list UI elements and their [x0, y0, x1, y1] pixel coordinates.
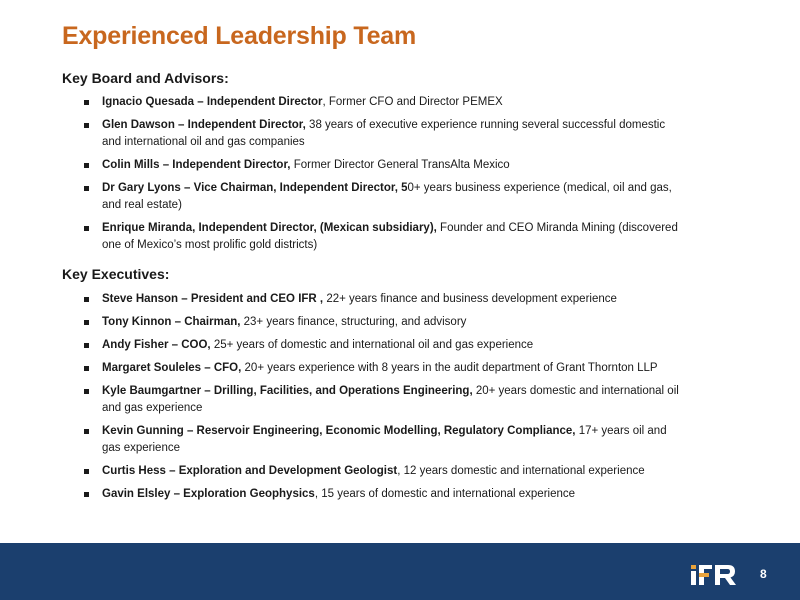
bullet-icon [84, 343, 89, 348]
bullet-icon [84, 123, 89, 128]
board-item-quesada [62, 94, 682, 111]
executive-item-hanson [62, 291, 682, 308]
board-item-detail: Founder and CEO Miranda Mining (discovered one of Mexico’s most prolific gold districts) [102, 222, 678, 251]
board-item-detail: Former Director General TransAlta Mexico [290, 159, 510, 171]
executive-item-name: Tony Kinnon – Chairman, [102, 316, 241, 328]
executive-item-name: Kyle Baumgartner – Drilling, Facilities, and Operations Engineering, [102, 385, 473, 397]
logo-r-letter [715, 565, 736, 585]
executive-item-name: Curtis Hess – Exploration and Development Geologist [102, 465, 398, 477]
board-item-dawson [62, 117, 682, 151]
board-item-miranda [62, 220, 682, 254]
logo-f-mid [699, 573, 709, 577]
board-item-name: Ignacio Quesada – Independent Director [102, 96, 323, 108]
executive-item-kinnon [62, 314, 682, 331]
logo-i-dot [691, 565, 696, 569]
bullet-icon [84, 226, 89, 231]
executive-item-name: Margaret Souleles – CFO, [102, 362, 242, 374]
ifr-logo-icon [690, 564, 738, 586]
executive-item-fisher [62, 337, 682, 354]
board-item-name: Glen Dawson – Independent Director, [102, 119, 306, 131]
executive-item-name: Kevin Gunning – Reservoir Engineering, Economic Modelling, Regulatory Compliance, [102, 425, 576, 437]
board-item-name: Dr Gary Lyons – Vice Chairman, Independent Director, 5 [102, 182, 408, 194]
bullet-icon [84, 429, 89, 434]
executive-item-detail: 17+ years oil and gas experience [102, 425, 667, 454]
executive-item-detail: 20+ years experience with 8 years in the audit department of Grant Thornton LLP [241, 362, 658, 374]
footer-bar [0, 543, 800, 600]
executive-item-gunning [62, 423, 682, 457]
bullet-icon [84, 366, 89, 371]
logo-i-stem [691, 571, 696, 585]
executive-item-detail: 25+ years of domestic and international oil and gas experience [210, 339, 534, 351]
board-item-name: Enrique Miranda, Independent Director, (Mexican subsidiary), [102, 222, 437, 234]
executive-item-detail: , 12 years domestic and international experience [397, 465, 645, 477]
board-item-detail: 38 years of executive experience running several successful domestic and international oil and gas companies [102, 119, 666, 148]
executive-item-detail: 23+ years finance, structuring, and advisory [240, 316, 467, 328]
bullet-icon [84, 320, 89, 325]
executives-section-heading: Key Executives: [62, 266, 170, 282]
executive-item-name: Gavin Elsley – Exploration Geophysics [102, 488, 315, 500]
executive-item-elsley [62, 486, 682, 503]
board-item-detail: 0+ years business experience (medical, oil and gas, and real estate) [102, 182, 672, 211]
logo-f-top [699, 565, 712, 569]
board-list [62, 94, 682, 254]
bullet-icon [84, 389, 89, 394]
bullet-icon [84, 163, 89, 168]
executive-item-detail: , 15 years of domestic and international experience [314, 488, 576, 500]
bullet-icon [84, 297, 89, 302]
executive-item-name: Andy Fisher – COO, [102, 339, 211, 351]
board-item-detail: , Former CFO and Director PEMEX [322, 96, 503, 108]
executives-list [62, 291, 682, 503]
board-item-mills [62, 157, 682, 174]
executive-item-souleles [62, 360, 682, 377]
executive-item-hess [62, 463, 682, 480]
slide-title: Experienced Leadership Team [62, 22, 416, 50]
bullet-icon [84, 492, 89, 497]
bullet-icon [84, 100, 89, 105]
executive-item-detail: 20+ years domestic and international oil and gas experience [102, 385, 679, 414]
board-item-name: Colin Mills – Independent Director, [102, 159, 291, 171]
executive-item-baumgartner [62, 383, 682, 417]
board-section-heading: Key Board and Advisors: [62, 70, 229, 86]
bullet-icon [84, 186, 89, 191]
board-item-lyons [62, 180, 682, 214]
executive-item-name: Steve Hanson – President and CEO IFR , [102, 293, 324, 305]
page-number: 8 [760, 567, 767, 581]
bullet-icon [84, 469, 89, 474]
executive-item-detail: 22+ years finance and business development experience [323, 293, 617, 305]
